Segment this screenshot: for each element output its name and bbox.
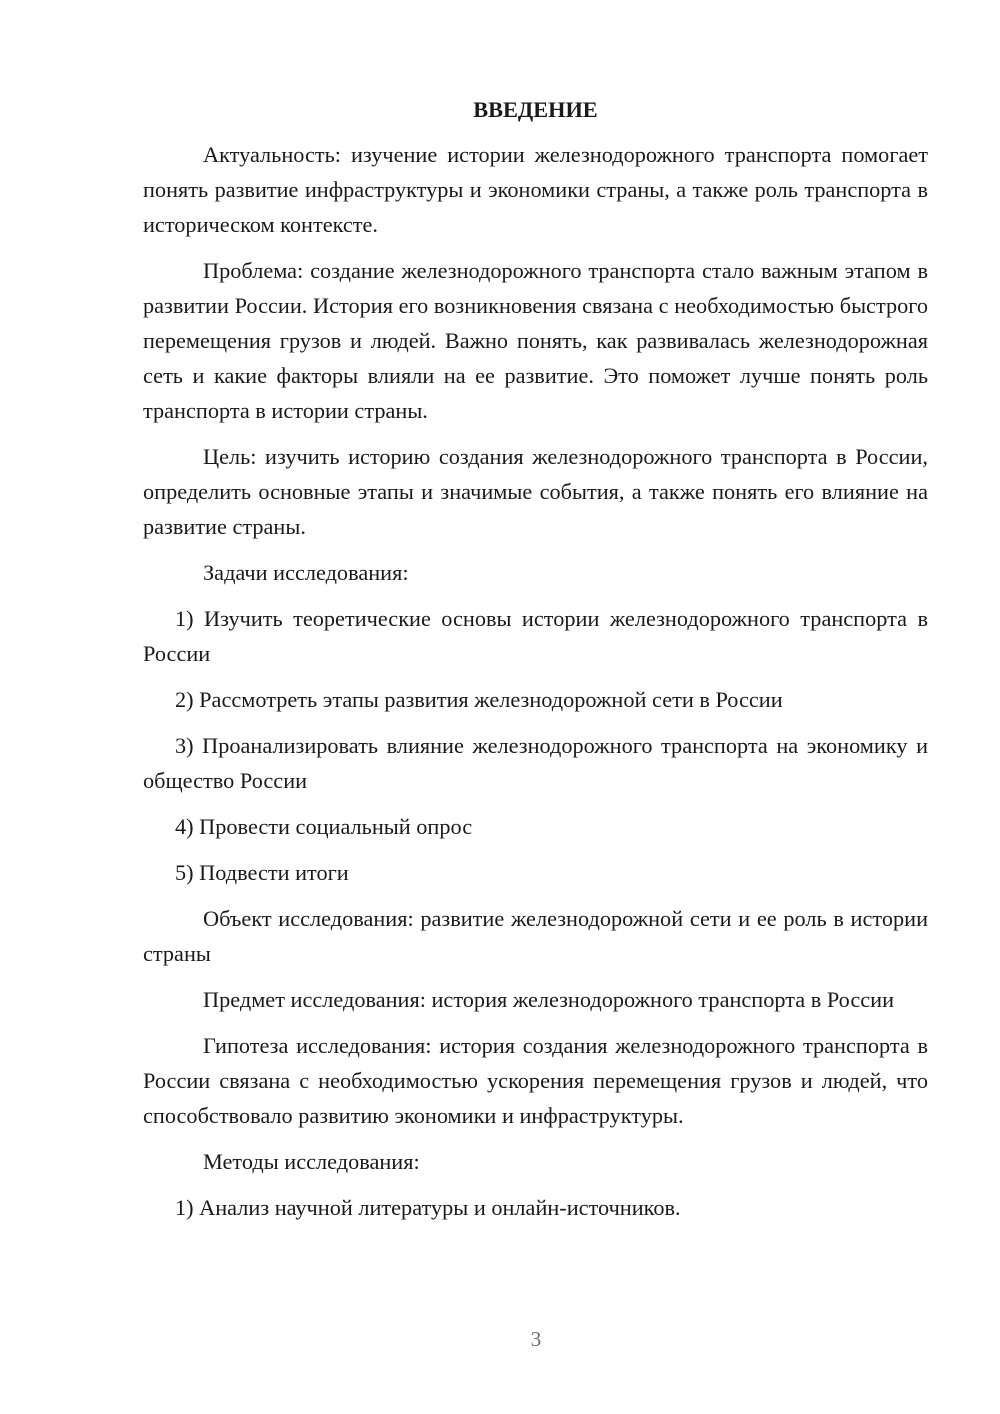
goal-paragraph: Цель: изучить историю создания железнодорожного транспорта в России, определить основные этапы и значимые события, а также понять его влияние на развитие страны.	[143, 444, 928, 539]
object-paragraph: Объект исследования: развитие железнодорожной сети и ее роль в истории страны	[143, 906, 928, 966]
document-page	[143, 95, 928, 1236]
relevance-paragraph: Актуальность: изучение истории железнодорожного транспорта помогает понять развитие инфраструктуры и экономики страны, а также роль транспорта в историческом контексте.	[143, 142, 928, 237]
method-item: 1) Анализ научной литературы и онлайн-источников.	[175, 1195, 681, 1220]
section-heading: ВВЕДЕНИЕ	[473, 97, 598, 122]
task-item: 1) Изучить теоретические основы истории железнодорожного транспорта в России	[143, 606, 928, 666]
tasks-heading: Задачи исследования:	[203, 560, 409, 585]
task-item: 4) Провести социальный опрос	[175, 814, 473, 839]
subject-paragraph: Предмет исследования: история железнодорожного транспорта в России	[203, 987, 895, 1012]
hypothesis-paragraph: Гипотеза исследования: история создания железнодорожного транспорта в России связана с необходимостью ускорения перемещения грузов и людей, что способствовало развитию экономики и инфраструктуры.	[143, 1033, 928, 1128]
task-item: 2) Рассмотреть этапы развития железнодорожной сети в России	[175, 687, 783, 712]
methods-heading: Методы исследования:	[203, 1149, 420, 1174]
task-item: 3) Проанализировать влияние железнодорожного транспорта на экономику и общество России	[143, 733, 928, 793]
problem-paragraph: Проблема: создание железнодорожного транспорта стало важным этапом в развитии России. История его возникновения связана с необходимостью быстрого перемещения грузов и людей. Важно понять, как развивалась железнодорожная сеть и какие факторы влияли на ее развитие. Это поможет лучше понять роль транспорта в истории страны.	[143, 258, 928, 423]
task-item: 5) Подвести итоги	[175, 860, 349, 885]
page-number: 3	[530, 1327, 542, 1351]
